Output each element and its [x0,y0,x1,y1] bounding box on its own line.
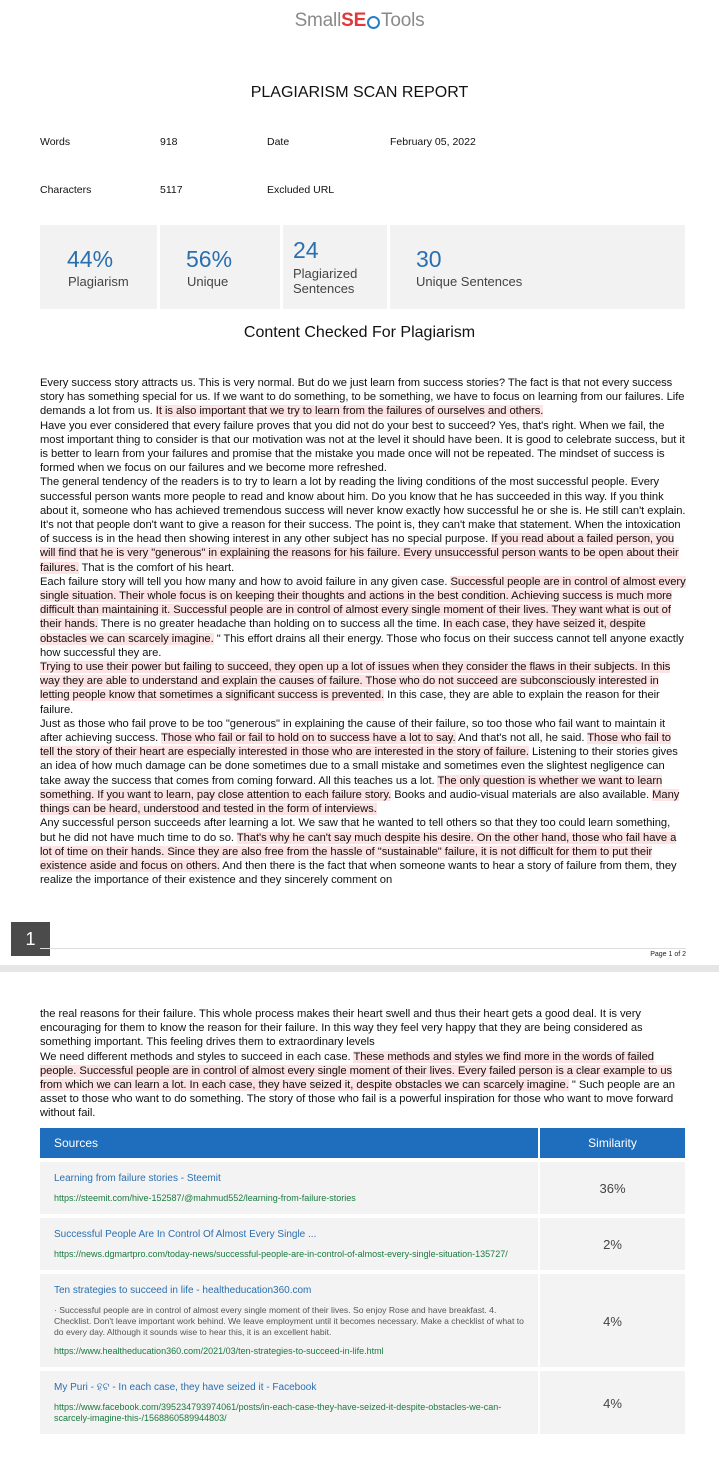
unique-text: That is the comfort of his heart. [78,561,235,574]
words-value: 918 [160,136,178,148]
content-paragraph [40,1050,686,1121]
plagiarized-sentence: Many things can be heard, understood and tested in the form of interviews. [40,788,680,816]
source-title-link[interactable]: My Puri - ହଟ - In each case, they have seized it - Facebook [54,1382,317,1393]
plagiarized-sentence: The only question is whether we want to learn something. If you want to learn, pay close attention to each failure story. [40,774,663,801]
content-paragraph [40,660,686,717]
unique-text: Each failure story will tell you how many and how to avoid failure in any given case. [40,575,451,588]
source-similarity: 4% [539,1272,685,1369]
content-paragraph [40,1007,686,1050]
unique-text: Every success story attracts us. This is very normal. But do we just learn from success stories? The fact is that not every success story has something special for us. If we want to do something, to be something, we have to focus on learning from our failures. Life demands a lot from us. [40,377,685,418]
source-title-link[interactable]: Ten strategies to succeed in life - healtheducation360.com [54,1285,312,1296]
content-checked-title: Content Checked For Plagiarism [243,324,476,341]
brand-right: Tools [381,10,425,31]
content-paragraph [40,717,686,816]
unique-sentences-label: Unique Sentences [416,274,523,289]
unique-text: Listening to their stories gives an idea of how much damage can be done sometimes due to a small mistake and sometimes even the slightest negligence can take away the success that comes from coming forward. All this teaches us a lot. [40,746,678,787]
checked-content-page-1 [40,376,686,887]
unique-text: We need different methods and styles to succeed in each case. [40,1050,354,1063]
unique-text: There is no greater headache than holding on to success all the time. [97,618,444,631]
brand-mid: SE [341,10,367,31]
plagiarized-sentence: These methods and styles we find more in the words of failed people. Successful people are in control of almost every single moment of their lives. Every failed person is a clear example to us from which we can learn a lot. In each case, they have seized it, despite obstacles we can scarcely imagine. [40,1050,673,1092]
source-row [40,1216,685,1272]
brand-logo [0,10,719,32]
plagiarized-sentence: If you read about a failed person, you will find that he is very "generous" in explaining the reasons for his failure. Every unsuccessful person wants to be open about their failures. [40,533,679,574]
source-title-link[interactable]: Successful People Are In Control Of Almost Every Single ... [54,1229,317,1240]
excluded-url-label: Excluded URL [267,184,335,196]
page-break [0,965,719,972]
unique-text: Just as those who fail prove to be too "generous" in explaining the cause of their failure, so too those who fail want to maintain it after achieving success. [40,717,666,745]
source-row [40,1160,685,1216]
unique-text: Have you ever considered that every failure proves that you did not do your best to succeed? Yes, that's right. When we fail, the most important thing to consider is that our motivation was not at the level it should have been. It is good to celebrate success, but it is better to learn from your failures and promise that the mistake you made once will not be repeated. The mindset of success is formed when we focus on our failures and we become more refreshed. [40,419,685,475]
plagiarized-sentences-label-1: Plagiarized [293,266,358,281]
characters-value: 5117 [160,184,183,196]
unique-text: " Such people are an asset to those who want to do something. The story of those who fail is a powerful inspiration for those who want to move forward without fail. [40,1079,675,1120]
page-footer-divider [40,948,686,949]
plagiarized-sentence: That's why he can't say much despite his desire. On the other hand, those who fail have a lot of time on their hands. Since they are also free from the hassle of "sustainable" failure, it is not difficult for them to put their existence aside and focus on others. [40,831,677,872]
source-url-link[interactable]: https://steemit.com/hive-152587/@mahmud552/learning-from-failure-stories [54,1193,356,1203]
source-row [40,1369,685,1434]
plagiarism-percent: 44% [67,246,114,272]
unique-text: In this case, they are able to explain the reason for their failure. [40,689,660,716]
plagiarized-sentence: Those who fail to tell the story of their heart are especially interested in those who are interested in the story of failure. [40,732,671,759]
stat-plagiarized-sentences [283,225,387,309]
source-cell [40,1160,539,1216]
source-similarity: 2% [539,1216,685,1272]
page-number-badge[interactable]: 1 [11,922,50,956]
plagiarized-sentence: Successful people are in control of almost every single situation. Their whole focus is on keeping their thoughts and actions in the best condition. Achieving success is much more difficult than maintaining it. Successful people are in control of almost every single moment of their lives. They want what is out of their hands. [40,575,686,631]
source-cell [40,1272,539,1369]
content-paragraph [40,376,686,419]
stats-panel [40,225,685,309]
unique-text: " This effort drains all their energy. Those who focus on their success cannot tell anyone exactly how successful they are. [40,632,684,659]
sources-table [40,1128,685,1434]
unique-text: Any successful person succeeds after learning a lot. We saw that he wanted to tell others so that they too could learn something, but he did not have much time to do so. [40,817,671,844]
stat-plagiarism [40,225,157,309]
plagiarized-sentence: Those who fail or fail to hold on to success have a lot to say. [161,732,456,745]
content-paragraph [40,816,686,887]
content-paragraph [40,475,686,574]
stat-unique-sentences [390,225,685,309]
source-row [40,1272,685,1369]
checked-content-page-2 [40,1007,686,1121]
plagiarism-label: Plagiarism [68,274,129,289]
source-title-link[interactable]: Learning from failure stories - Steemit [54,1173,221,1184]
report-title: PLAGIARISM SCAN REPORT [250,84,469,101]
date-value: February 05, 2022 [390,136,476,148]
source-url-link[interactable]: https://www.facebook.com/395234793974061/posts/in-each-case-they-have-seized-it-despite-obstacles-we-can-scarcely-imagine-this-/1568860589944803/ [54,1402,502,1423]
plagiarized-sentence: In each case, they have seized it, despite obstacles we can scarcely imagine. [40,618,646,645]
characters-label: Characters [40,184,92,196]
source-snippet: · Successful people are in control of almost every single moment of their lives. So enjoy Rose and have breakfast. 4. Checklist. Don't leave important work behind. We leave employment until it becomes necessary. Make a checklist of what to do every day. Although it sounds wise to hear this, it is an excellent habit. [54,1305,524,1337]
unique-percent: 56% [186,246,233,272]
unique-text: Books and audio-visual materials are also available. [391,788,653,801]
page-footer: Page 1 of 2 [650,951,686,958]
unique-text: And that's not all, he said. [455,732,588,745]
words-label: Words [40,136,71,148]
date-label: Date [267,136,290,148]
unique-text: The general tendency of the readers is to try to learn a lot by reading the living conditions of the most successful people. Every successful person wants more people to read and know about him. Do you know that he has succeeded in this way. If you think about it, someone who has achieved tremendous success will never know exactly how successful he or she is. He still can't explain. It's not that people don't want to give a reason for their success. The point is, they can't make that statement. When the intoxication of success is in the head then showing interest in any other subject has no special purpose. [40,476,686,546]
sources-header-row [40,1128,685,1160]
source-cell [40,1369,539,1434]
source-similarity: 36% [539,1160,685,1216]
plagiarized-sentence: It is also important that we try to learn from the failures of ourselves and others. [155,405,544,418]
unique-text: And then there is the fact that when someone wants to hear a story of failure from them, they realize the importance of their existence and they sincerely comment on [40,859,677,887]
source-cell [40,1216,539,1272]
source-url-link[interactable]: https://www.healtheducation360.com/2021/03/ten-strategies-to-succeed-in-life.html [54,1346,384,1356]
content-paragraph [40,419,686,476]
unique-label: Unique [187,274,229,289]
unique-sentences-count: 30 [416,246,442,272]
magnifier-icon [367,16,380,29]
source-url-link[interactable]: https://news.dgmartpro.com/today-news/successful-people-are-in-control-of-almost-every-single-situation-135727/ [54,1249,508,1259]
stat-unique [160,225,280,309]
similarity-header: Similarity [539,1128,685,1160]
brand-left: Small [294,10,342,31]
plagiarized-sentence: Trying to use their power but failing to succeed, they open up a lot of issues when they consider the flaws in their subjects. In this way they are able to understand and explain the causes of failure. Those who do not succeed are subconsciously interested in letting people know that sometimes a significant success is prevented. [40,661,671,702]
sources-header: Sources [40,1128,539,1160]
content-paragraph [40,575,686,660]
unique-text: the real reasons for their failure. This whole process makes their heart swell and thus their heart gets a good deal. It is very encouraging for them to know the reason for their failure. In this way they feel very happy that they are being considered as something important. This feeling drives them to extraordinary levels [40,1008,643,1049]
source-similarity: 4% [539,1369,685,1434]
plagiarized-sentences-count: 24 [293,237,319,263]
plagiarized-sentences-label-2: Sentences [293,281,355,296]
